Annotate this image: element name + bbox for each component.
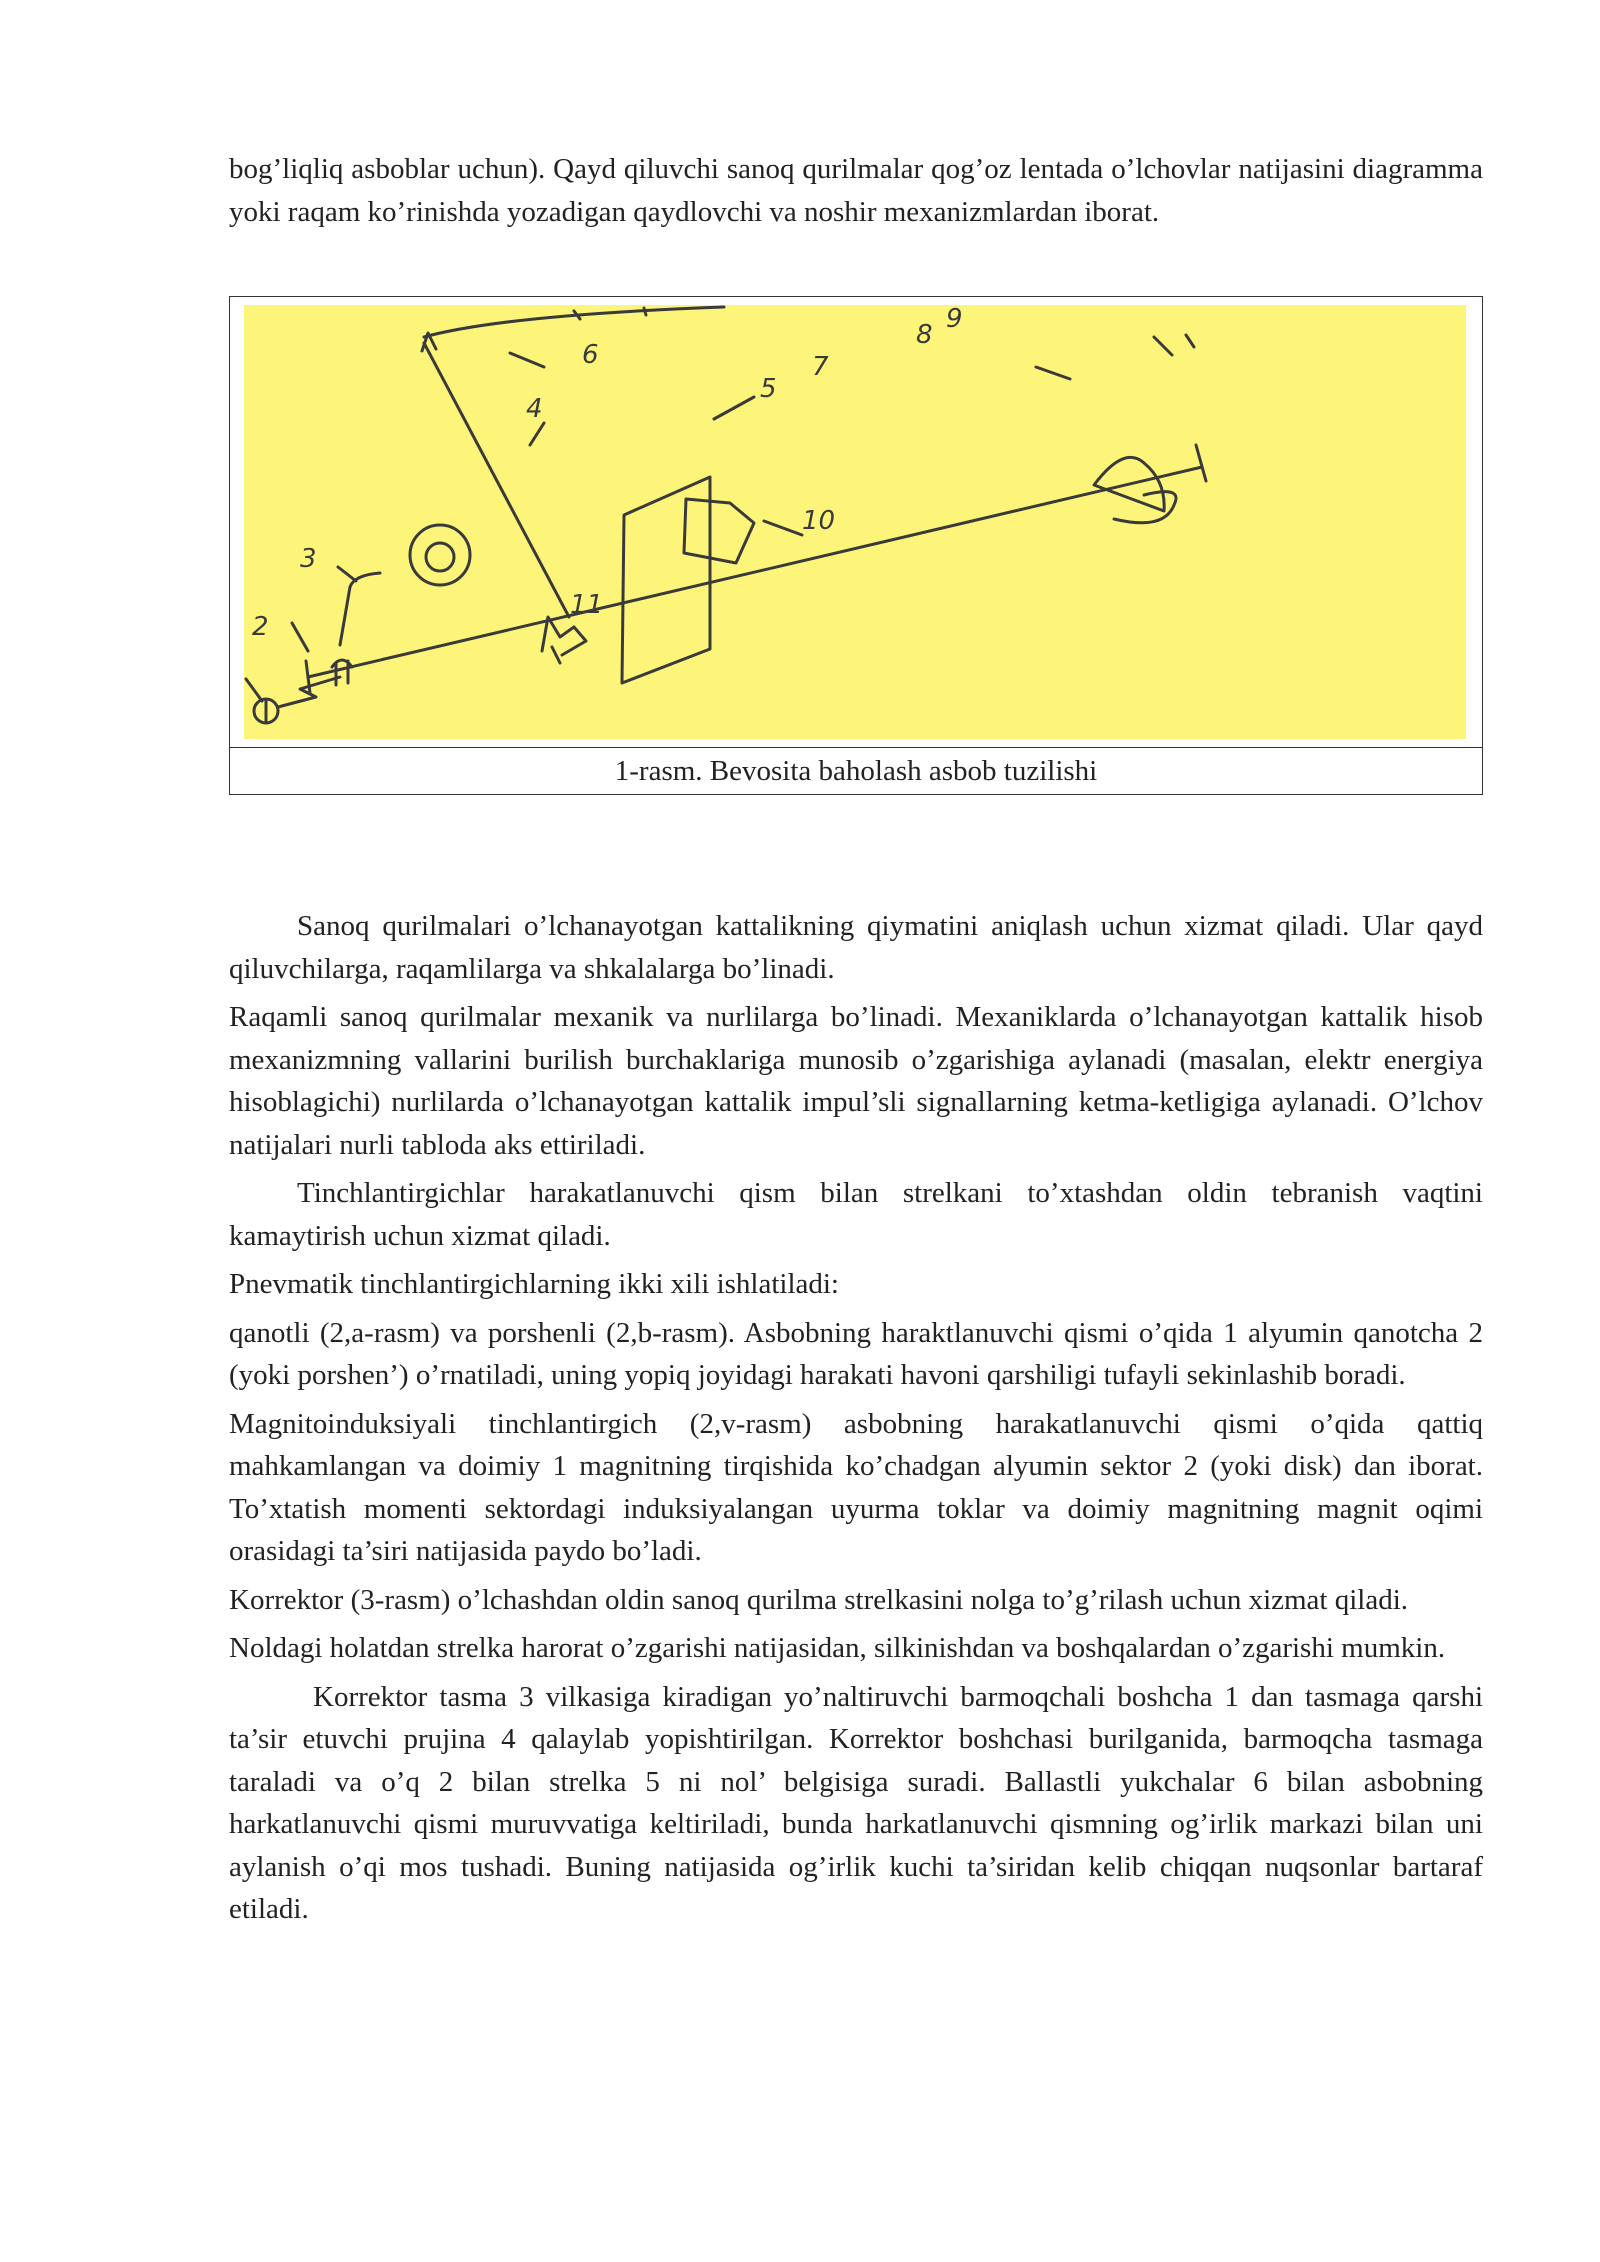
- paragraph-8: Noldagi holatdan strelka harorat o’zgarishi natijasidan, silkinishdan va boshqalardan o’zgarishi mumkin.: [229, 1632, 1446, 1664]
- paragraph-7: Korrektor (3-rasm) o’lchashdan oldin sanoq qurilma strelkasini nolga to’g’rilash uchun xizmat qiladi.: [229, 1583, 1409, 1616]
- label-5: 5: [760, 374, 777, 404]
- label-9: 9: [946, 305, 963, 334]
- paragraph-9: Korrektor tasma 3 vilkasiga kiradigan yo’naltiruvchi barmoqchali boshcha 1 dan tasmaga qarshi ta’sir etuvchi prujina 4 qalaylab yopishtirilgan. Korrektor boshchasi burilganida, barmoqcha tasmaga taraladi va o’q 2 bilan strelka 5 ni nol’ belgisiga suradi. Ballastli yukchalar 6 bilan asbobning harkatlanuvchi qismi muruvvatiga keltiriladi, bunda harkatlanuvchi qismning og’irlik markazi bilan uni aylanish o’qi mos tushadi. Buning natijasida og’irlik kuchi ta’siridan kelib chiqqan nuqsonlar bartaraf etiladi.: [229, 1680, 1483, 1925]
- paragraph-3: Tinchlantirgichlar harakatlanuvchi qism bilan strelkani to’xtashdan oldin tebranish vaqtini kamaytirish uchun xizmat qiladi.: [229, 1177, 1483, 1252]
- label-8: 8: [916, 320, 933, 350]
- label-11: 11: [570, 590, 604, 620]
- label-7: 7: [812, 352, 829, 382]
- instrument-diagram: [244, 305, 1466, 739]
- paragraph-4: Pnevmatik tinchlantirgichlarning ikki xili ishlatiladi:: [229, 1268, 839, 1300]
- paragraph-2: Raqamli sanoq qurilmalar mexanik va nurlilarga bo’linadi. Mexaniklarda o’lchanayotgan kattalik hisob mexanizmning vallarini burilish burchaklariga munosib o’zgarishiga aylanadi (masalan, elektr energiya hisoblagichi) nurlilarda o’lchanayotgan kattalik impul’sli signallarning ketma-ketligiga aylanadi. O’lchov natijalari nurli tabloda aks ettiriladi.: [229, 1001, 1483, 1161]
- label-2: 2: [252, 612, 269, 642]
- paragraph-intro: bog’liqliq asboblar uchun). Qayd qiluvchi sanoq qurilmalar qog’oz lentada o’lchovlar natijasini diagramma yoki raqam ko’rinishda yozadigan qaydlovchi va noshir mexanizmlardan iborat.: [229, 153, 1483, 228]
- paragraph-1: Sanoq qurilmalari o’lchanayotgan kattalikning qiymatini aniqlash uchun xizmat qiladi. Ular qayd qiluvchilarga, raqamlilarga va shkalalarga bo’linadi.: [229, 910, 1483, 985]
- figure-caption: 1-rasm. Bevosita baholash asbob tuzilishi: [614, 755, 1098, 787]
- label-3: 3: [300, 544, 317, 574]
- label-6: 6: [582, 340, 599, 370]
- figure-1: [229, 296, 1483, 795]
- label-4: 4: [526, 394, 543, 424]
- paragraph-5: qanotli (2,a-rasm) va porshenli (2,b-rasm). Asbobning haraktlanuvchi qismi o’qida 1 alyumin qanotcha 2 (yoki porshen’) o’rnatiladi, uning yopiq joyidagi harakati havoni qarshiligi tufayli sekinlashib boradi.: [229, 1316, 1483, 1391]
- figure-1-image: [230, 297, 1482, 748]
- paragraph-6: Magnitoinduksiyali tinchlantirgich (2,v-rasm) asbobning harakatlanuvchi qismi o’qida qattiq mahkamlangan va doimiy 1 magnitning tirqishida ko’chadgan alyumin sektor 2 (yoki disk) dan iborat. To’xtatish momenti sektordagi induksiyalangan uyurma toklar va doimiy magnitning magnit oqimi orasidagi ta’siri natijasida paydo bo’ladi.: [229, 1407, 1483, 1567]
- label-10: 10: [802, 506, 836, 536]
- diagram-background: [244, 305, 1466, 739]
- document-page: [229, 148, 1483, 1931]
